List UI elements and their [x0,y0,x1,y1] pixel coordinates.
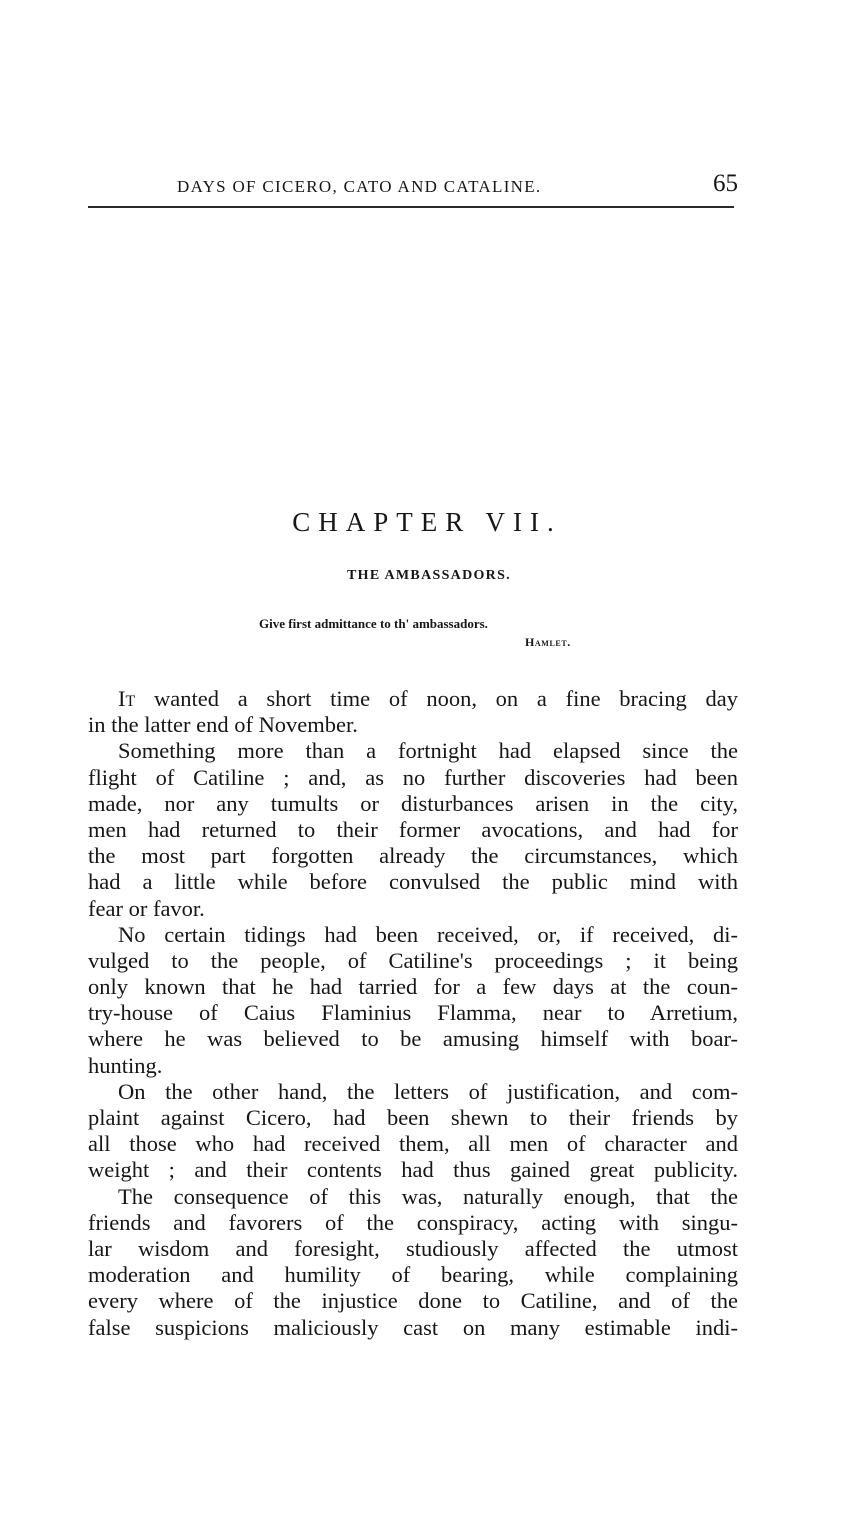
text-line: in the latter end of November. [88,712,358,738]
running-head-title: DAYS OF CICERO, CATO AND CATALINE. [177,177,542,196]
chapter-body [88,686,738,1341]
chapter-title: CHAPTER VII. [292,507,562,537]
text-line: plaint against Cicero, had been shewn to their friends by [88,1105,738,1130]
text-line: vulged to the people, of Catiline's proceedings ; it being [88,947,738,973]
text-line: On the other hand, the letters of justification, and com- [118,1078,738,1104]
text-line: try-house of Caius Flaminius Flamma, near to Arretium, [88,1000,738,1026]
text-line: Something more than a fortnight had elapsed since the [118,738,738,764]
epigraph-attribution: Hamlet. [525,635,571,649]
running-head [0,170,848,204]
text-line: flight of Catiline ; and, as no further discoveries had been [88,764,738,790]
text-line: fear or favor. [88,895,205,921]
text-line: The consequence of this was, naturally enough, that the [118,1183,738,1209]
text-line: only known that he had tarried for a few days at the coun- [88,974,738,1000]
text-line: moderation and humility of bearing, while complaining [88,1262,738,1288]
text-line: It wanted a short time of noon, on a fine bracing day [118,686,738,711]
text-line: friends and favorers of the conspiracy, acting with singu- [88,1209,738,1235]
epigraph-quote: Give first admittance to th' ambassadors. [259,616,488,631]
text-line: every where of the injustice done to Catiline, and of the [88,1288,738,1314]
page-number: 65 [713,170,738,197]
header-rule [88,206,734,208]
text-line: weight ; and their contents had thus gained great publicity. [88,1157,738,1183]
text-line: hunting. [88,1052,163,1078]
text-line: made, nor any tumults or disturbances arisen in the city, [88,790,738,816]
text-line: all those who had received them, all men of character and [88,1131,738,1157]
text-line: had a little while before convulsed the public mind with [88,869,738,895]
drop-word: It [118,686,136,711]
text-line: men had returned to their former avocations, and had for [88,816,738,842]
text-line: the most part forgotten already the circumstances, which [88,843,738,869]
text-line: where he was believed to be amusing himself with boar- [88,1026,738,1052]
text-line: false suspicions maliciously cast on many estimable indi- [88,1314,738,1340]
text-line: lar wisdom and foresight, studiously affected the utmost [88,1235,738,1261]
text-line: No certain tidings had been received, or, if received, di- [118,921,738,947]
chapter-subtitle: THE AMBASSADORS. [347,568,511,583]
